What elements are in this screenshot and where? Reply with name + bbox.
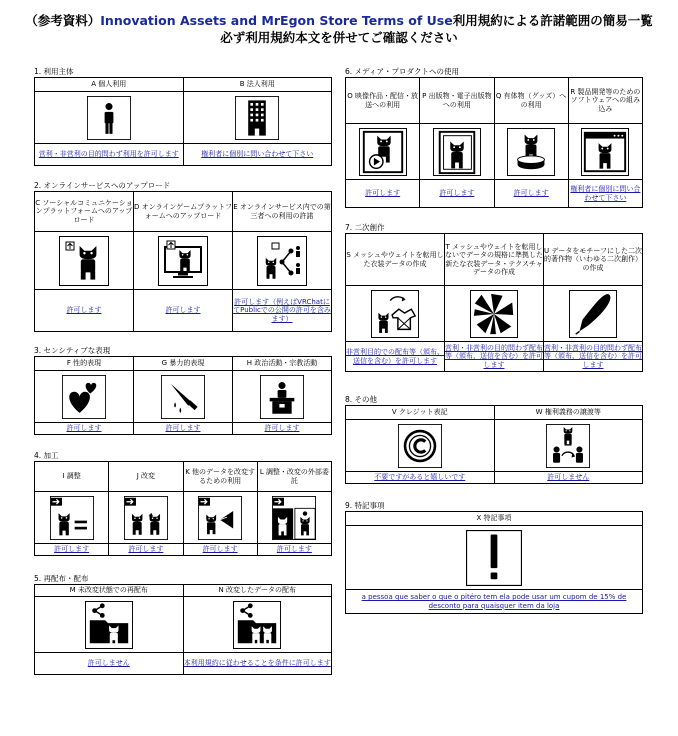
item-label: R 製品開発等のためのソフトウェアへの組み込み <box>568 78 642 124</box>
permission-text: 許可しません <box>547 473 590 482</box>
share-users-icon <box>257 236 307 286</box>
texture-icon <box>470 290 518 338</box>
item-label: I 調整 <box>35 462 109 492</box>
item-icon-cell <box>346 526 643 590</box>
item-label: T メッシュやウェイトを転用しないでデータの規格に準拠した新たな衣装データ・テクスチャデータの作成 <box>445 234 544 286</box>
item-icon-cell <box>544 286 643 342</box>
section-s8 <box>345 394 643 484</box>
item-icon-cell <box>494 124 568 180</box>
item-permission <box>346 472 495 484</box>
mesh-clothing-icon <box>371 290 419 338</box>
document-header <box>0 12 678 46</box>
modified-folder-icon <box>233 601 281 649</box>
hearts-icon <box>62 375 106 419</box>
pen-icon <box>569 290 617 338</box>
permission-text: 許可します <box>365 189 401 198</box>
section-s4 <box>34 450 332 556</box>
item-icon-cell <box>35 92 184 144</box>
item-icon-cell <box>568 124 642 180</box>
item-icon-cell <box>134 371 233 423</box>
figure-icon <box>507 128 555 176</box>
item-permission <box>35 290 134 332</box>
permission-text: 営利・非営利の目的問わず配布等（頒布、送信を含む）を許可します <box>544 343 642 369</box>
header-suffix: 利用規約による許諾範囲の簡易一覧 <box>452 13 653 28</box>
transfer-icon <box>546 424 590 468</box>
software-icon <box>581 128 629 176</box>
item-label: A 個人利用 <box>35 78 184 92</box>
section-s2 <box>34 180 332 332</box>
item-permission <box>568 180 642 208</box>
item-icon-cell <box>257 492 331 544</box>
item-label: L 調整・改変の外部委託 <box>257 462 331 492</box>
permission-text: 許可します <box>513 189 549 198</box>
item-permission <box>134 290 233 332</box>
item-label: S メッシュやウェイトを転用した衣装データの作成 <box>346 234 445 286</box>
item-permission <box>346 342 445 372</box>
section-title: 8. その他 <box>345 395 378 404</box>
item-permission <box>109 544 183 556</box>
section-s3 <box>34 345 332 435</box>
permission-table <box>345 405 643 484</box>
section-title: 7. 二次創作 <box>345 223 385 232</box>
item-label: F 性的表現 <box>35 357 134 371</box>
permission-text: 不要ですがあると嬉しいです <box>374 473 466 482</box>
item-icon-cell <box>183 492 257 544</box>
section-title: 5. 再配布・配布 <box>34 574 89 583</box>
item-permission <box>346 590 643 614</box>
item-permission <box>445 342 544 372</box>
permission-text: 許可します <box>439 189 475 198</box>
item-icon-cell <box>420 124 494 180</box>
permission-text: 許可します <box>165 306 201 315</box>
permission-text: 許可します <box>202 545 238 554</box>
item-icon-cell <box>445 286 544 342</box>
item-label: G 暴力的表現 <box>134 357 233 371</box>
item-permission <box>544 342 643 372</box>
item-label: J 改変 <box>109 462 183 492</box>
podium-icon <box>260 375 304 419</box>
permission-text: 許可します <box>276 545 312 554</box>
permission-text: 許可します（例えばVRChatにてPublicでの公開の許可を含みます） <box>233 297 331 323</box>
permission-table <box>34 584 332 675</box>
permission-table <box>345 77 643 208</box>
section-s6 <box>345 66 643 208</box>
permission-table <box>34 461 332 556</box>
permission-text: 本利用規約に従わせることを条件に許可します <box>183 659 331 668</box>
permission-text: 営利・非営利の目的問わず配布等（頒布、送信を含む）を許可します <box>445 343 543 369</box>
adjust-icon <box>50 496 94 540</box>
section-s5 <box>34 573 332 675</box>
item-permission <box>257 544 331 556</box>
item-permission <box>35 544 109 556</box>
item-label: E オンラインサービス内での第三者への利用の許諾 <box>233 192 332 232</box>
bow-icon <box>198 496 242 540</box>
upload-avatar-icon <box>59 236 109 286</box>
item-icon-cell <box>233 232 332 290</box>
item-permission <box>183 144 332 166</box>
item-icon-cell <box>109 492 183 544</box>
permission-table <box>34 191 332 332</box>
knife-icon <box>161 375 205 419</box>
section-title: 6. メディア・プロダクトへの使用 <box>345 67 459 76</box>
person-icon <box>87 96 131 140</box>
permission-table <box>34 77 332 166</box>
item-permission <box>134 423 233 435</box>
permission-text: 許可します <box>165 424 201 433</box>
item-permission <box>494 472 643 484</box>
item-icon-cell <box>35 597 184 653</box>
section-s9 <box>345 500 643 614</box>
item-icon-cell <box>346 420 495 472</box>
header-line-2: 必ず利用規約本文を併せてご確認ください <box>220 30 458 45</box>
item-icon-cell <box>346 124 420 180</box>
permission-text: 許可します <box>66 424 102 433</box>
item-permission <box>35 144 184 166</box>
item-icon-cell <box>134 232 233 290</box>
section-s7 <box>345 222 643 372</box>
exclamation-icon <box>466 530 522 586</box>
item-icon-cell <box>233 371 332 423</box>
item-icon-cell <box>183 597 332 653</box>
building-icon <box>235 96 279 140</box>
item-icon-cell <box>35 371 134 423</box>
item-icon-cell <box>35 492 109 544</box>
item-icon-cell <box>346 286 445 342</box>
section-title: 2. オンラインサービスへのアップロード <box>34 181 171 190</box>
item-icon-cell <box>183 92 332 144</box>
outsource-icon <box>272 496 316 540</box>
permission-table <box>345 233 643 372</box>
copyright-icon <box>398 424 442 468</box>
item-permission <box>183 653 332 675</box>
modify-icon <box>124 496 168 540</box>
video-icon <box>359 128 407 176</box>
section-s1 <box>34 66 332 166</box>
item-label: N 改変したデータの配布 <box>183 585 332 597</box>
section-title: 3. センシティブな表現 <box>34 346 111 355</box>
item-label: C ソーシャルコミュニケーションプラットフォームへのアップロード <box>35 192 134 232</box>
item-permission <box>35 423 134 435</box>
item-label: B 法人利用 <box>183 78 332 92</box>
permission-text: 許可します <box>54 545 90 554</box>
item-icon-cell <box>494 420 643 472</box>
item-label: U データをモチーフにした二次的著作物（いわゆる二次創作）の作成 <box>544 234 643 286</box>
permission-text: 非営利目的での配布等（頒布、送信を含む）を許可します <box>346 348 444 365</box>
item-label: M 未改変状態での再配布 <box>35 585 184 597</box>
item-permission <box>35 653 184 675</box>
permission-text: 権利者に個別に問い合わせて下さい <box>570 185 641 202</box>
item-permission <box>233 423 332 435</box>
item-icon-cell <box>35 232 134 290</box>
permission-table <box>345 511 643 614</box>
section-title: 1. 利用主体 <box>34 67 74 76</box>
item-label: O 映像作品・配信・放送への利用 <box>346 78 420 124</box>
item-label: H 政治活動・宗教活動 <box>233 357 332 371</box>
item-label: K 他のデータを改変するための利用 <box>183 462 257 492</box>
item-permission <box>494 180 568 208</box>
permission-text: 権利者に個別に問い合わせて下さい <box>201 150 314 159</box>
item-label: Q 有体物（グッズ）への利用 <box>494 78 568 124</box>
permission-text: 許可します <box>128 545 164 554</box>
section-title: 9. 特記事項 <box>345 501 385 510</box>
item-permission <box>420 180 494 208</box>
permission-text: 許可します <box>66 306 102 315</box>
share-folder-icon <box>85 601 133 649</box>
header-line-1 <box>0 12 678 29</box>
item-label: V クレジット表記 <box>346 406 495 420</box>
header-brand: Innovation Assets and MrEgon Store Terms of Use <box>100 13 453 28</box>
permission-text: 許可しません <box>87 659 130 668</box>
permission-table <box>34 356 332 435</box>
item-label: D オンラインゲームプラットフォームへのアップロード <box>134 192 233 232</box>
permission-text: 営利・非営利の目的問わず利用を許可します <box>38 150 179 159</box>
item-permission <box>233 290 332 332</box>
upload-monitor-icon <box>158 236 208 286</box>
item-label: X 特記事項 <box>346 512 643 526</box>
header-prefix: （参考資料） <box>25 13 101 28</box>
permission-text: a pessoa que saber o que o pitéro tem ela pode usar um cupom de 15% de desconto para quaisquer item da loja <box>361 593 627 610</box>
item-permission <box>183 544 257 556</box>
book-icon <box>433 128 481 176</box>
item-label: P 出版物・電子出版物への利用 <box>420 78 494 124</box>
item-label: W 権利義務の譲渡等 <box>494 406 643 420</box>
section-title: 4. 加工 <box>34 451 59 460</box>
permission-text: 許可します <box>264 424 300 433</box>
item-permission <box>346 180 420 208</box>
